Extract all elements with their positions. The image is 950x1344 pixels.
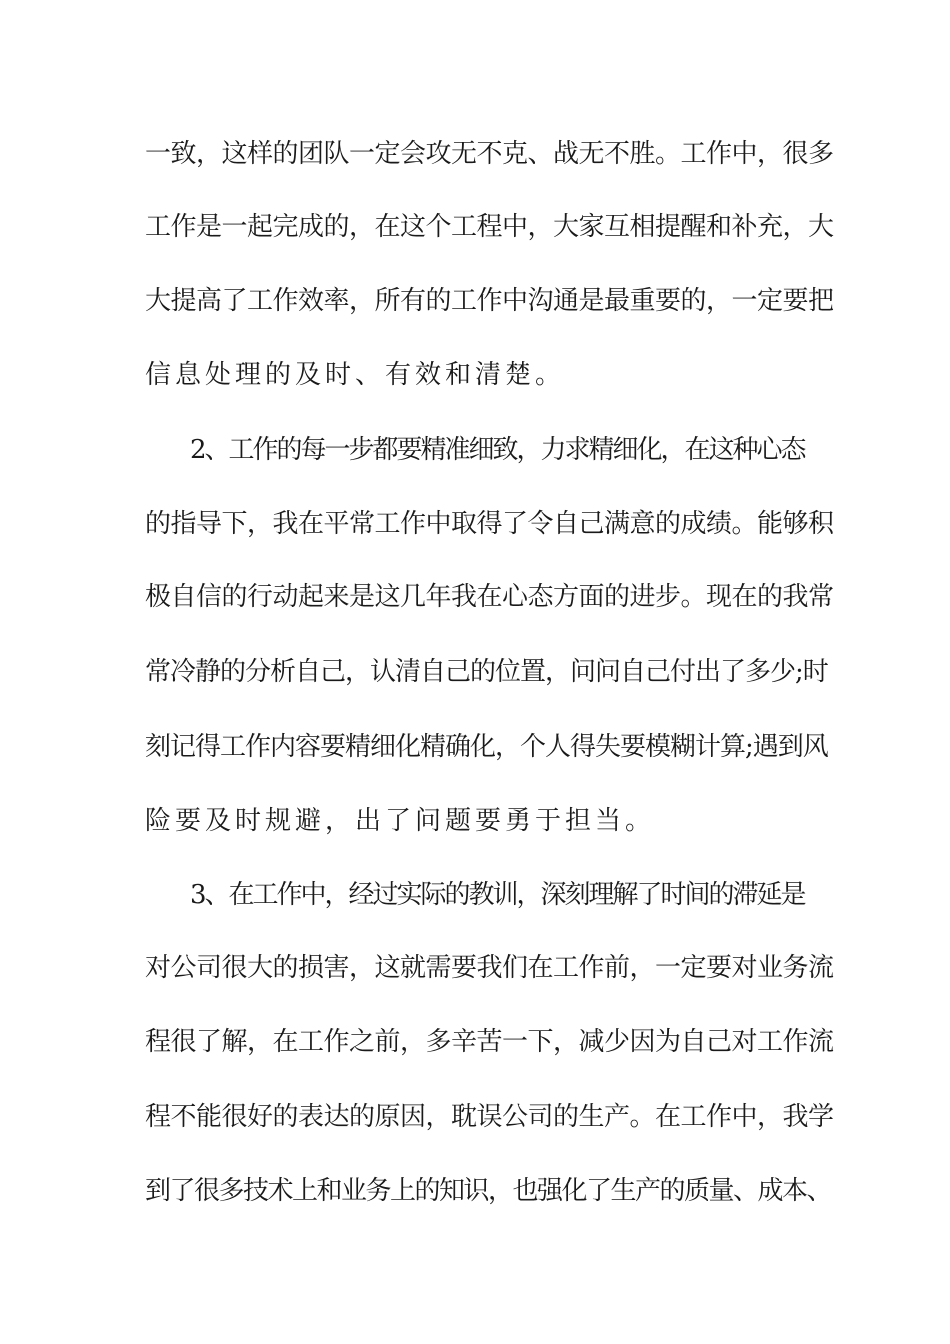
text-line: 3、在工作中，经过实际的教训，深刻理解了时间的滞延是 [190,880,805,910]
text-line: 2、工作的每一步都要精准细致，力求精细化，在这种心态 [190,435,805,465]
text-line: 程不能很好的表达的原因，耽误公司的生产。在工作中，我学 [145,1102,834,1132]
text-line: 险要及时规避，出了问题要勇于担当。 [145,806,656,836]
text-line: 工作是一起完成的，在这个工程中，大家互相提醒和补充，大 [145,212,834,242]
text-line: 常冷静的分析自己，认清自己的位置，问问自己付出了多少;时 [145,657,828,687]
text-line: 刻记得工作内容要精细化精确化，个人得失要模糊计算;遇到风 [145,732,828,762]
text-line: 到了很多技术上和业务上的知识，也强化了生产的质量、成本、 [145,1176,832,1206]
text-line: 信息处理的及时、有效和清楚。 [145,360,566,390]
text-line: 程很了解，在工作之前，多辛苦一下，减少因为自己对工作流 [145,1027,834,1057]
text-line: 的指导下，我在平常工作中取得了令自己满意的成绩。能够积 [145,509,834,539]
text-line: 极自信的行动起来是这几年我在心态方面的进步。现在的我常 [145,582,834,612]
text-line: 大提高了工作效率，所有的工作中沟通是最重要的，一定要把 [145,286,834,316]
text-line: 对公司很大的损害，这就需要我们在工作前，一定要对业务流 [145,953,834,983]
text-line: 一致，这样的团队一定会攻无不克、战无不胜。工作中，很多 [145,139,834,169]
